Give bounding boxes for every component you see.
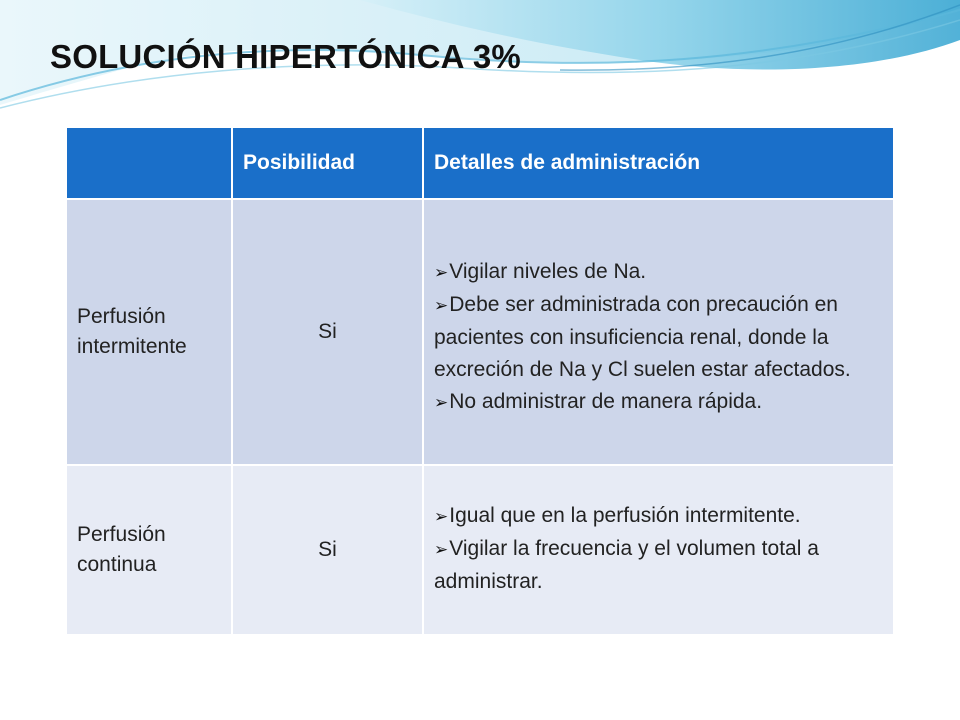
detail-item: ➢Igual que en la perfusión intermitente. [434,504,801,527]
detail-item: ➢Vigilar niveles de Na. [434,259,647,283]
table-header-row [67,128,893,200]
row-details [424,466,893,636]
arrow-bullet-icon: ➢ [434,392,449,412]
row-possibility: Si [233,200,424,466]
table-row [67,200,893,466]
row-label: Perfusión continua [67,466,233,636]
header-detalles: Detalles de administración [424,128,893,200]
arrow-bullet-icon: ➢ [434,540,449,559]
slide-title: SOLUCIÓN HIPERTÓNICA 3% [50,38,521,75]
administration-table [67,128,893,636]
arrow-bullet-icon: ➢ [434,262,449,282]
arrow-bullet-icon: ➢ [434,295,449,315]
row-possibility: Si [233,466,424,636]
detail-item: ➢Debe ser administrada con precaución en pacientes con insuficiencia renal, donde la excreción de Na y Cl suelen estar afectados. [434,292,851,381]
detail-item: ➢No administrar de manera rápida. [434,389,763,413]
row-details [424,200,893,466]
header-posibilidad: Posibilidad [233,128,424,200]
row-label: Perfusión intermitente [67,200,233,466]
detail-item: ➢Vigilar la frecuencia y el volumen total a administrar. [434,537,819,593]
header-empty-cell [67,128,233,200]
arrow-bullet-icon: ➢ [434,507,449,526]
table-row [67,466,893,636]
